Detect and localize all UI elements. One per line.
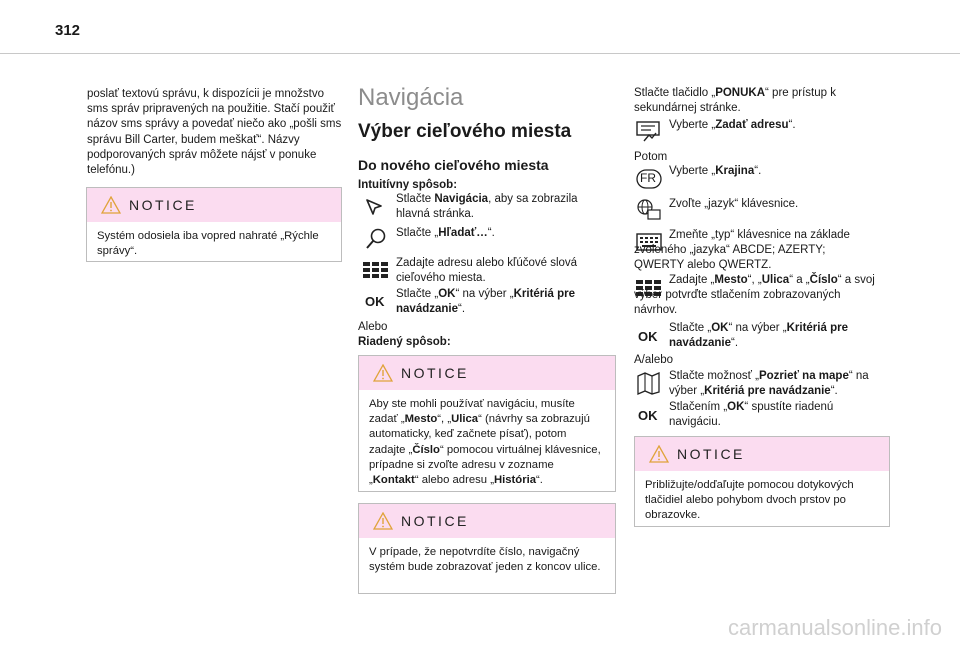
potom-text: Potom <box>634 151 668 163</box>
col3-step-2: Vyberte „Krajina“. <box>669 165 762 177</box>
section-heading: Do nového cieľového miesta <box>358 157 549 173</box>
notice-title: NOTICE <box>677 446 745 462</box>
col3-step-4: Zmeňte „typ“ klávesnice na základe zvoleného „jazyka“ ABCDE; AZERTY; QWERTY alebo QWERTZ. <box>634 229 850 272</box>
keyboard-language-icon <box>636 198 662 220</box>
step-4: Stlačte „OK“ na výber „Kritériá pre navádzanie“. <box>396 288 575 316</box>
ok-icon: OK <box>365 294 385 309</box>
notice-header <box>87 188 341 222</box>
country-fr-icon <box>636 168 662 190</box>
ok-icon: OK <box>638 408 658 423</box>
col3-step-3: Zvoľte „jazyk“ klávesnice. <box>669 198 799 210</box>
ok-icon: OK <box>638 329 658 344</box>
page-number: 312 <box>55 22 81 39</box>
watermark: carmanualsonline.info <box>727 615 942 640</box>
guided-label: Riadený spôsob: <box>358 336 451 348</box>
col3-notice <box>634 436 890 527</box>
aalebo-text: A/alebo <box>634 354 674 366</box>
col2-notice-1 <box>358 355 616 492</box>
search-icon <box>364 228 390 250</box>
col1-notice <box>86 187 342 262</box>
step-1: Stlačte Navigácia, aby sa zobrazila hlavná stránka. <box>396 193 578 221</box>
fr-label: FR <box>640 171 656 185</box>
notice-text: V prípade, že nepotvrdíte číslo, navigačný systém bude zobrazovať jeden z koncov ulice. <box>369 546 601 574</box>
warning-icon <box>373 512 393 530</box>
address-entry-icon <box>636 120 662 142</box>
col3-intro: Stlačte tlačidlo „PONUKA“ pre prístup k sekundárnej stránke. <box>634 87 836 115</box>
warning-icon <box>649 445 669 463</box>
col3-step-8: Stlačením „OK“ spustíte riadenú navigáciu. <box>669 401 834 429</box>
col3-step-1: Vyberte „Zadať adresu“. <box>669 119 796 131</box>
header-divider <box>0 53 960 54</box>
notice-text: Systém odosiela iba vopred nahraté „Rýchle správy“. <box>97 230 319 258</box>
warning-icon <box>373 364 393 382</box>
col3-step-7: Stlačte možnosť „Pozrieť na mape“ na výber „Kritériá pre navádzanie“. <box>669 370 869 398</box>
step-3: Zadajte adresu alebo kľúčové slová cieľového miesta. <box>396 257 578 285</box>
section-title: Navigácia <box>358 84 464 111</box>
intuitive-label: Intuitívny spôsob: <box>358 179 458 191</box>
keyboard-grid-icon <box>363 260 389 282</box>
col3-step-5: Zadajte „Mesto“, „Ulica“ a „Číslo“ a svoj výber potvrďte stlačením zobrazovaných návrhov. <box>634 274 875 317</box>
notice-text: Aby ste mohli používať navigáciu, musíte zadať „Mesto“, „Ulica“ (návrhy sa zobrazujú automaticky, keď začnete písať), potom zadajte „Číslo“ pomocou virtuálnej klávesnice, prípadne si zvoľte adresu v zozname „Kontakt“ alebo adresu „História“. <box>369 398 601 487</box>
notice-title: NOTICE <box>129 197 197 213</box>
notice-header <box>359 356 615 390</box>
alebo-text: Alebo <box>358 321 388 333</box>
notice-title: NOTICE <box>401 365 469 381</box>
notice-header <box>359 504 615 538</box>
notice-title: NOTICE <box>401 513 469 529</box>
step-2: Stlačte „Hľadať…“. <box>396 227 495 239</box>
notice-header <box>635 437 889 471</box>
col1-paragraph: poslať textovú správu, k dispozícii je množstvo sms správ pripravených na použitie. Stačí použiť názov sms správy a povedať niečo ako „pošli sms správu Bill Carter, budem meškať“. Názvy podporovaných správ môžete nájsť v ponuke telefónu.) <box>87 88 342 177</box>
section-subtitle: Výber cieľového miesta <box>358 121 572 142</box>
navigation-arrow-icon <box>363 196 389 218</box>
col3-step-6: Stlačte „OK“ na výber „Kritériá pre navádzanie“. <box>669 322 848 350</box>
col2-notice-2 <box>358 503 616 594</box>
notice-text: Približujte/odďaľujte pomocou dotykových tlačidiel alebo pohybom dvoch prstov po obrazovke. <box>645 479 854 522</box>
warning-icon <box>101 196 121 214</box>
map-icon <box>636 372 662 394</box>
